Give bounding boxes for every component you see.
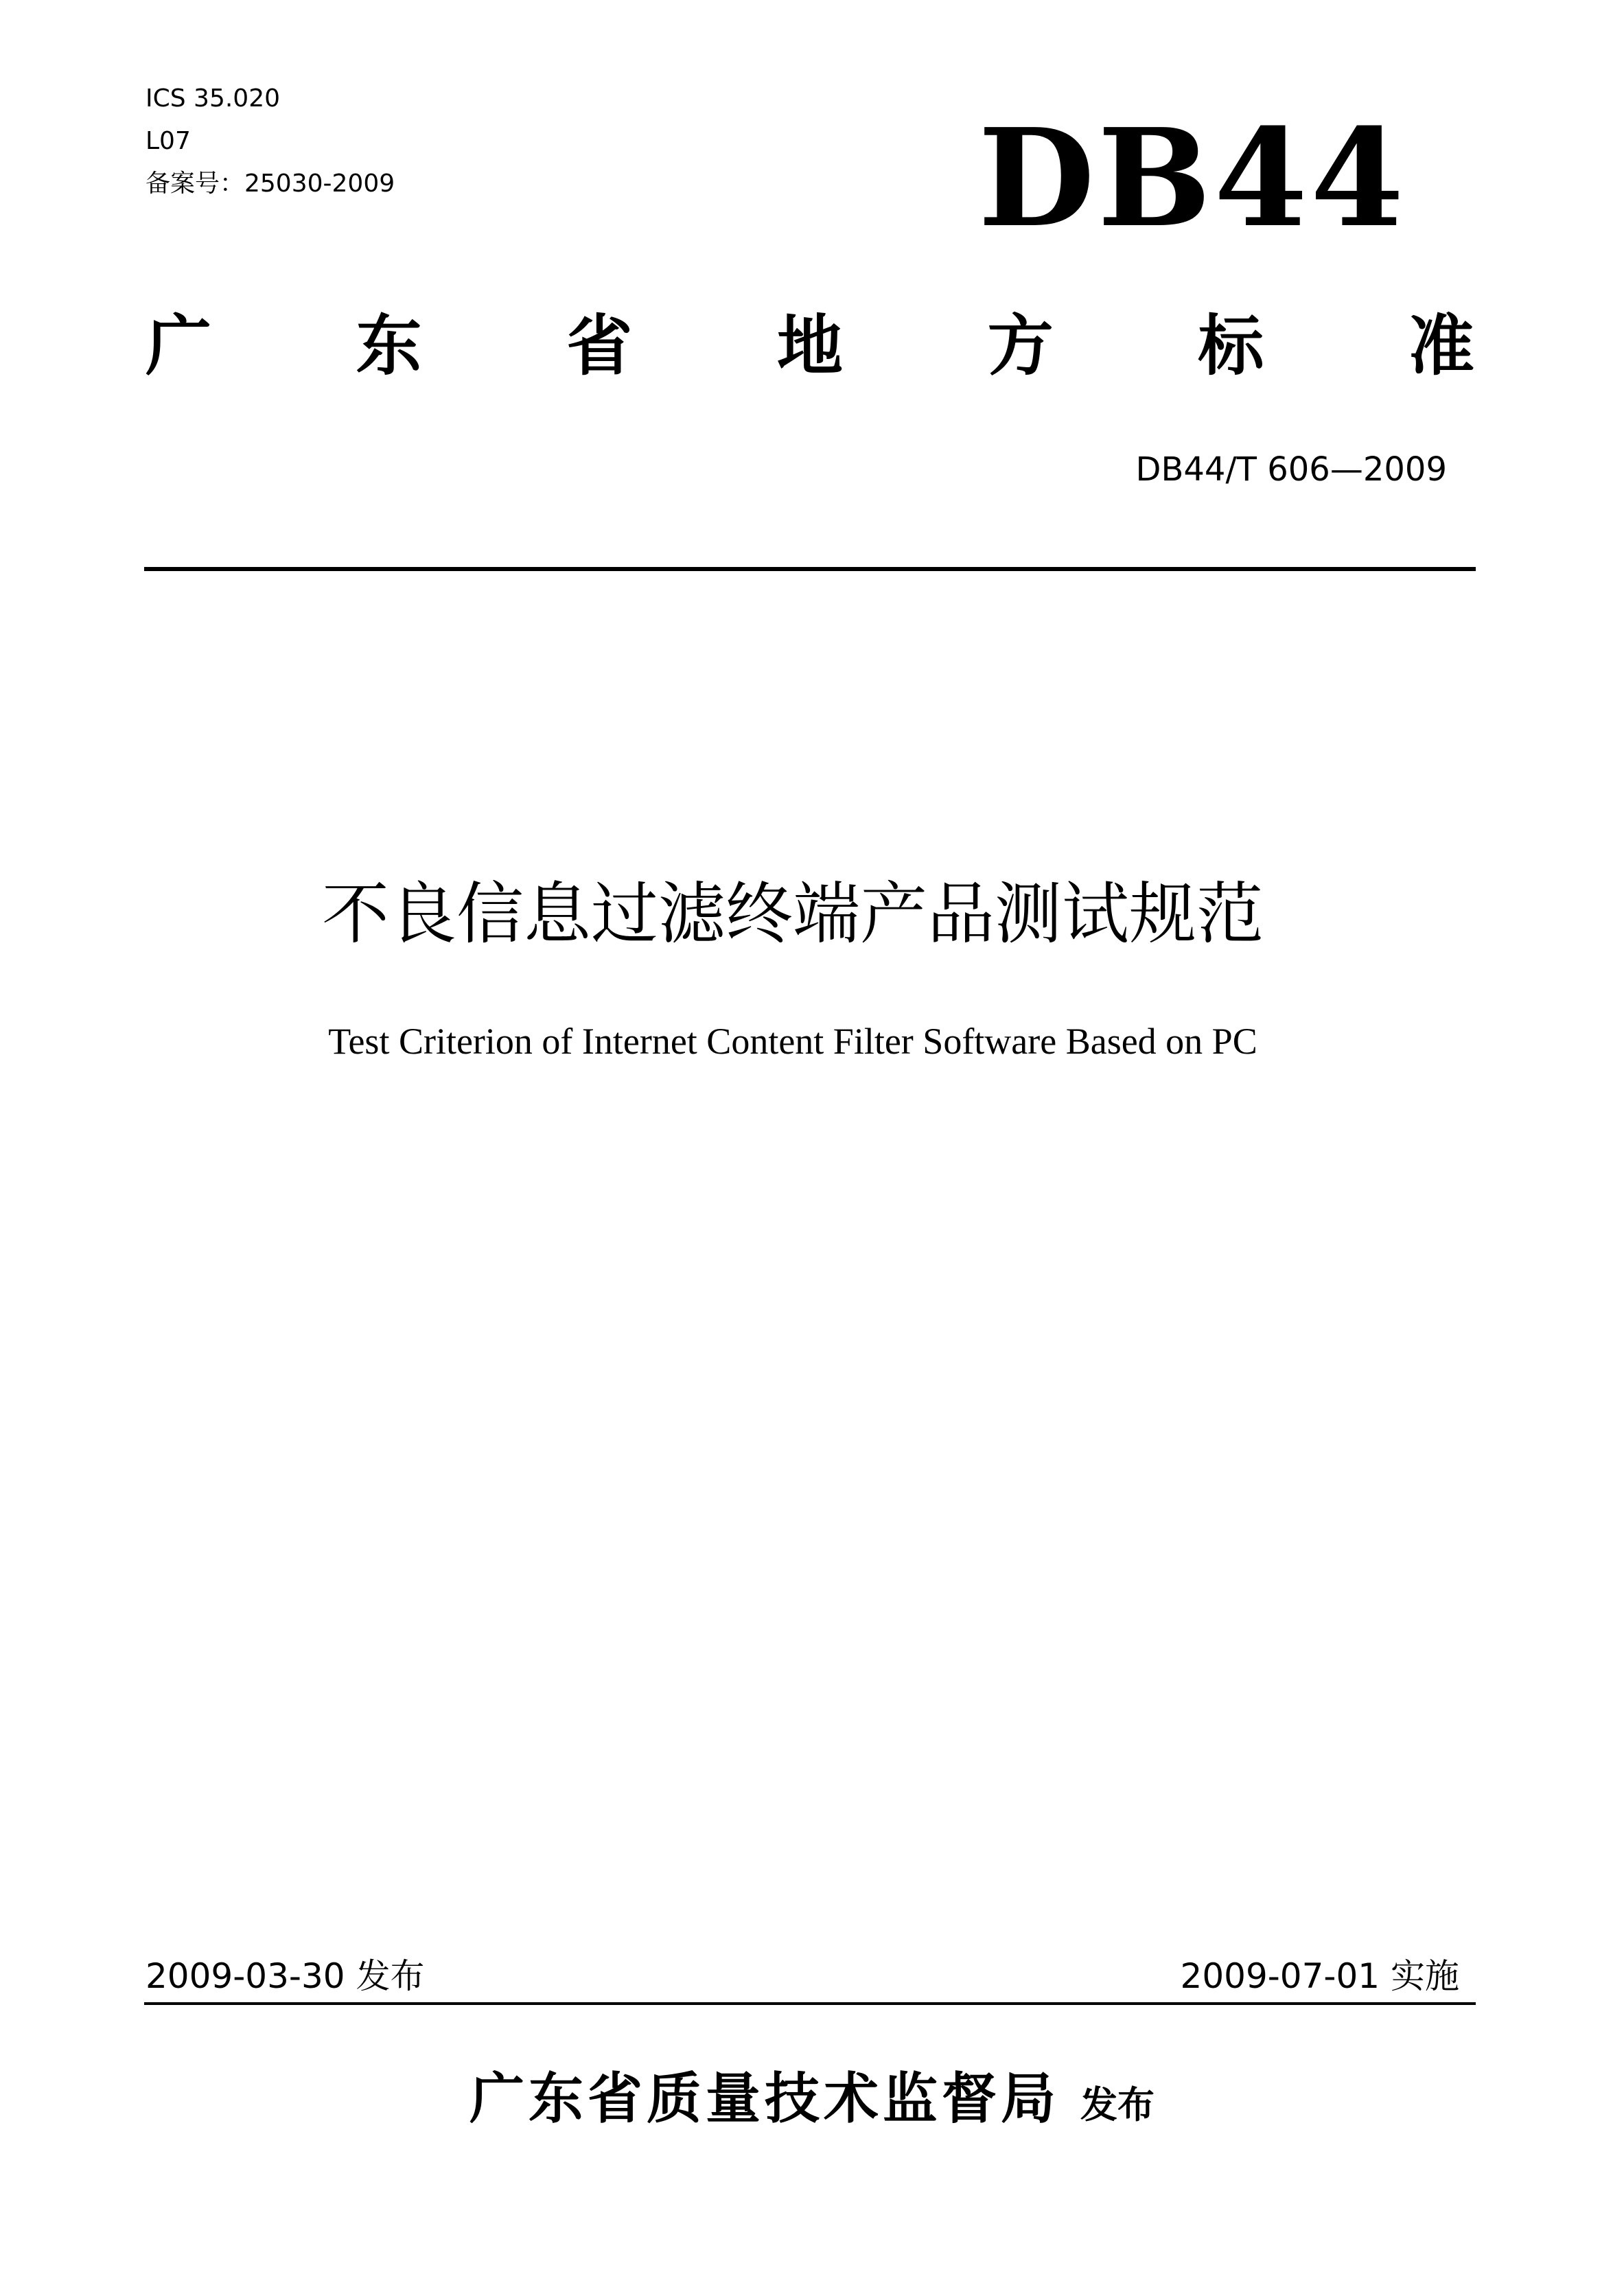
- document-title-cn: 不良信息过滤终端产品测试规范: [321, 875, 1264, 953]
- standard-type-char: 省: [566, 308, 633, 384]
- top-divider: [144, 567, 1476, 571]
- standard-type-char: 地: [776, 308, 843, 384]
- issuer-name: 广东省质量技术监督局: [469, 2066, 1060, 2131]
- ics-code: ICS 35.020: [146, 84, 281, 113]
- standard-type-heading: [146, 308, 1474, 384]
- document-title-en: Test Criterion of Internet Content Filter Software Based on PC: [328, 1021, 1257, 1062]
- filing-number: 备案号：25030-2009: [146, 170, 395, 198]
- standard-type-char: 广: [146, 308, 211, 384]
- standard-type-char: 准: [1408, 308, 1474, 384]
- ccs-code: L07: [146, 127, 191, 155]
- standard-type-char: 东: [356, 308, 422, 384]
- implementation-date: 2009-07-01 实施: [1180, 1956, 1459, 1996]
- standard-type-char: 方: [987, 308, 1054, 384]
- issue-date: 2009-03-30 发布: [146, 1956, 425, 1996]
- issuer-line: [0, 2061, 1624, 2143]
- standard-type-char: 标: [1198, 308, 1264, 384]
- issuer-suffix: 发布: [1080, 2083, 1155, 2126]
- bottom-divider: [144, 2002, 1476, 2005]
- standard-code-logo: DB44: [978, 100, 1407, 257]
- standard-number: DB44/T 606—2009: [1135, 450, 1447, 489]
